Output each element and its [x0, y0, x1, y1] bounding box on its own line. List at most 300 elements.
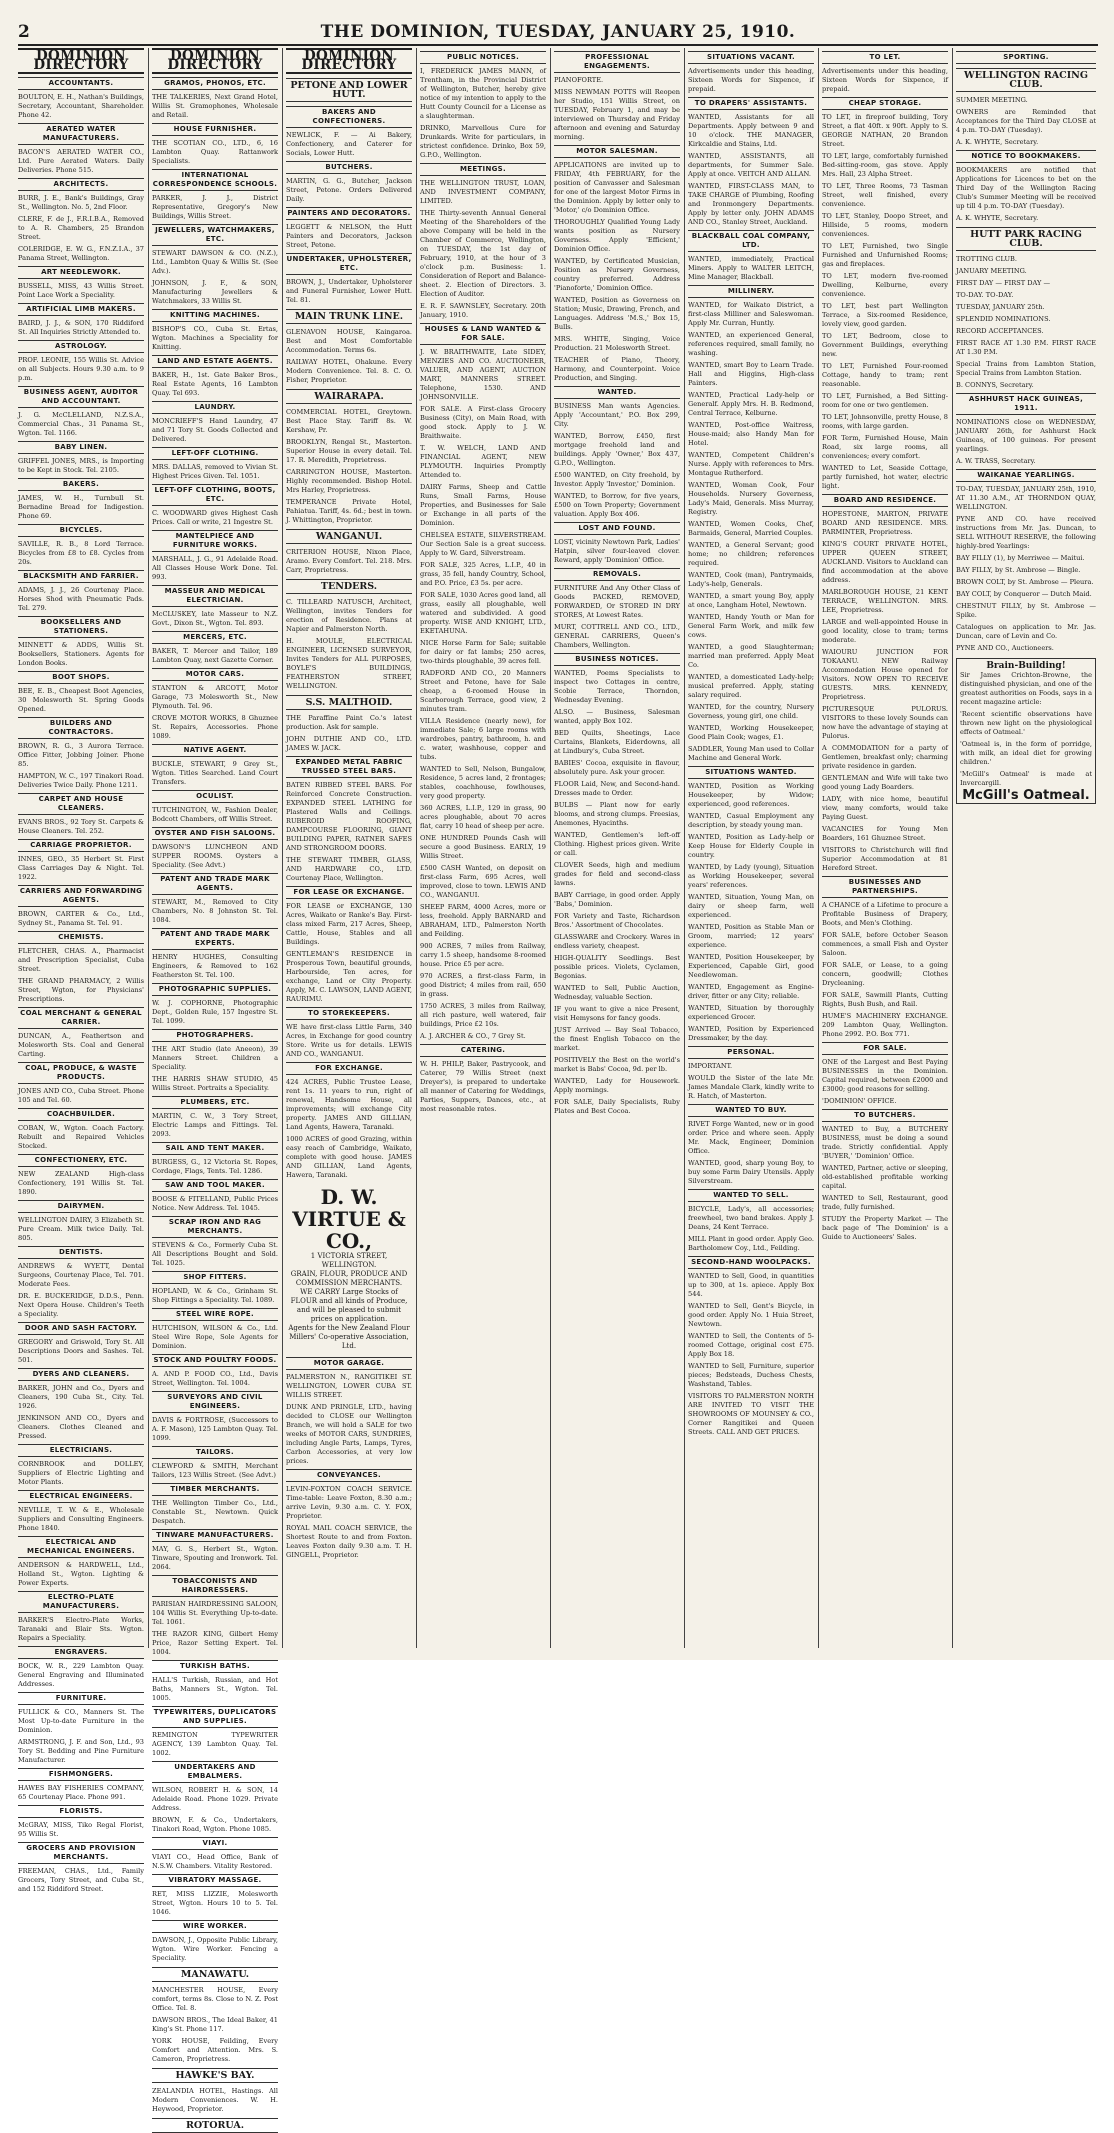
section-heading: ARTIFICIAL LIMB MAKERS. — [18, 303, 144, 316]
classified-entry: WANTED to Sell, Restaurant, good trade, fully furnished. — [822, 1194, 948, 1211]
classified-section — [18, 478, 144, 521]
classified-section — [18, 1322, 144, 1365]
classified-section — [18, 793, 144, 836]
classified-entry: WANTED to Buy, a BUTCHERY BUSINESS, must be doing a sound trade. Strictly confidential. Apply 'BUYER,' 'Dominion' Office. — [822, 1125, 948, 1160]
classified-section — [18, 178, 144, 263]
classified-entry: GLENAVON HOUSE, Kaingaroa. Best and Most Comfortable Accommodation. Terms 6s. — [286, 328, 412, 354]
classified-entry: B. CONNYS, Secretary. — [956, 381, 1034, 389]
classified-entry: SUMMER MEETING. — [956, 96, 1028, 104]
classified-section — [286, 161, 412, 204]
classified-entry: MURT, COTTRELL AND CO., LTD., GENERAL CARRIERS, Queen's Chambers, Wellington. — [554, 623, 680, 649]
classified-section — [152, 2068, 278, 2114]
classified-entry: PYNE AND CO., Auctioneers. — [956, 644, 1054, 652]
classified-entry: WANTED, by Certificated Musician, Position as Nursery Governess, country preferred. Address 'Pianoforte,' Dominion Office. — [554, 257, 680, 292]
section-heading: TURKISH BATHS. — [152, 1660, 278, 1673]
classified-entry: YORK HOUSE, Feilding, Every Comfort and Attention. Mrs. S. Cameron, Proprietress. — [152, 2037, 278, 2063]
classified-entry: STUDY the Property Market — The back page of 'The Dominion' is a Guide to Auctioneers' Sales. — [822, 1215, 948, 1241]
column-8 — [956, 48, 1096, 1648]
section-heading: ACCOUNTANTS. — [18, 77, 144, 90]
classified-entry: BISHOP'S CO., Cuba St. Ertas, Wgton. Machines a Speciality for Knitting. — [152, 325, 278, 351]
classified-entry: ROYAL MAIL COACH SERVICE, the Shortest Route to and from Foxton. Leaves Foxton daily 9.30 a.m. T. H. GINGELL, Proprietor. — [286, 1524, 412, 1559]
classified-entry: SHEEP FARM, 4000 Acres, more or less, freehold. Apply BARNARD and ABRAHAM, LTD., Palmerston North and Feilding. — [420, 903, 546, 938]
classified-section — [18, 717, 144, 790]
section-heading: BICYCLES. — [18, 524, 144, 537]
section-heading: INTERNATIONAL CORRESPONDENCE SCHOOLS. — [152, 169, 278, 191]
section-heading: TO DRAPERS' ASSISTANTS. — [688, 97, 814, 110]
classified-entry: MARLBOROUGH HOUSE, 21 KENT TERRACE, WELLINGTON. MRS. LEE, Proprietress. — [822, 588, 948, 614]
ad-text: Sir James Crichton-Browne, the distinguished physician, and one of the greatest authorities on Foods, says in a recent magazine article: — [960, 671, 1092, 706]
classified-entry: WANTED, an experienced General, references required, small family, no washing. — [688, 331, 814, 357]
classified-entry: BAIRD, J. J., & SON, 170 Riddiford St. All Inquiries Strictly Attended to. — [18, 319, 144, 336]
classified-entry: TO LET, Johnsonville, pretty House, 8 rooms, with large garden. — [822, 413, 948, 430]
section-heading: HUTT PARK RACING CLUB. — [956, 227, 1096, 251]
classified-section — [18, 524, 144, 567]
classified-entry: McGRAY, MISS, Tiko Regal Florist, 95 Willis St. — [18, 1821, 144, 1838]
classified-section — [554, 145, 680, 383]
classified-section — [18, 1062, 144, 1105]
column-5 — [554, 48, 680, 1648]
classified-section — [152, 983, 278, 1026]
classified-entry: BUSSELL, MISS, 43 Willis Street. Point Lace Work a Speciality. — [18, 282, 144, 299]
classified-section — [18, 1154, 144, 1197]
classified-entry: CLERE, F. de J., F.R.I.B.A., Removed to A. R. Chambers, 25 Brandon Street. — [18, 215, 144, 241]
column-rule — [952, 48, 953, 1648]
section-heading: AERATED WATER MANUFACTURERS. — [18, 123, 144, 145]
classified-entry: THE GRAND PHARMACY, 2 Willis Street, Wgton, for Physicians' Prescriptions. — [18, 977, 144, 1003]
classified-section — [152, 401, 278, 444]
classified-entry: FOR SALE, 325 Acres, L.I.P., 40 in grass, 35 fell, handy Country, School, and P.O. Price, £3 5s. per acre. — [420, 561, 546, 587]
section-heading: BAKERS. — [18, 478, 144, 491]
classified-section — [18, 671, 144, 714]
classified-section — [18, 1805, 144, 1839]
classified-entry: TO-DAY, TUESDAY, JANUARY 25th, 1910, AT 11.30 A.M., AT THORNDON QUAY, WELLINGTON. — [956, 485, 1096, 511]
section-heading: PETONE AND LOWER HUTT. — [286, 78, 412, 102]
classified-entry: LADY, with nice home, beautiful view, many comforts, would take Paying Guest. — [822, 795, 948, 821]
classified-section — [152, 1446, 278, 1480]
section-heading: EXPANDED METAL FABRIC TRUSSED STEEL BARS. — [286, 756, 412, 778]
classified-section — [152, 355, 278, 398]
classified-section — [286, 253, 412, 305]
classified-section — [18, 77, 144, 120]
classified-section — [688, 285, 814, 763]
classified-entry: MANCHESTER HOUSE, Every comfort, terms 8s. Close to N. Z. Post Office. Tel. 8. — [152, 1986, 278, 2012]
classified-entry: WANTED to Sell, Public Auction, Wednesday, valuable Section. — [554, 984, 680, 1001]
classified-entry: CLEWFORD & SMITH, Merchant Tailors, 123 Willis Street. (See Advt.) — [152, 1462, 278, 1479]
classified-section — [554, 568, 680, 650]
classified-entry: TUTCHINGTON, W., Fashion Dealer, Bodcott Chambers, off Willis Street. — [152, 806, 278, 823]
classified-entry: TROTTING CLUB. — [956, 255, 1017, 263]
section-heading: WANTED. — [554, 386, 680, 399]
classified-entry: DAVIS & FORTROSE, (Successors to A. F. Mason), 125 Lambton Quay. Tel. 1099. — [152, 1416, 278, 1442]
classified-entry: JENKINSON AND CO., Dyers and Cleaners. Clothes Cleaned and Pressed. — [18, 1414, 144, 1440]
classified-entry: FOR LEASE or EXCHANGE, 130 Acres, Waikato or Ranke's Bay. First-class mixed Farm, 217 Acres, Sheep, Cattle, House, Stables and all Buildings. — [286, 902, 412, 946]
section-heading: BLACKSMITH AND FARRIER. — [18, 570, 144, 583]
classified-entry: 'DOMINION' OFFICE. — [822, 1097, 897, 1105]
section-heading: GROCERS AND PROVISION MERCHANTS. — [18, 1842, 144, 1864]
column-4 — [420, 48, 546, 1648]
classified-entry: £500 CASH Wanted, on deposit on first-class Farm, 695 Acres, well improved, close to town. LEWIS AND CO., WANGANUI. — [420, 864, 546, 899]
section-heading: TOBACCONISTS AND HAIRDRESSERS. — [152, 1575, 278, 1597]
section-heading: FOR SALE. — [822, 1042, 948, 1055]
classified-section — [18, 1591, 144, 1643]
classified-entry: C. TILLEARD NATUSCH, Architect, Wellington, invites Tenders for erection of Residence. Plans at Napier and Palmerston North. — [286, 598, 412, 633]
classified-entry: WANTED, Situation by thoroughly experienced Grocer. — [688, 1004, 814, 1021]
classified-entry: TO LET, best part Wellington Terrace, a Six-roomed Residence, lovely view, good garden. — [822, 302, 948, 328]
classified-section — [956, 469, 1096, 653]
classified-entry: THE Paraffine Paint Co.'s latest production. Ask for sample. — [286, 714, 412, 731]
page-number: 2 — [18, 22, 31, 42]
classified-entry: WANTED to Sell, the Contents of 5-roomed Cottage, original cost £75. Apply Box 18. — [688, 1332, 814, 1358]
classified-entry: HOPLAND, W. & Co., Grinham St. Shop Fittings a Speciality. Tel. 1089. — [152, 1287, 278, 1304]
section-heading: TO LET. — [822, 51, 948, 64]
classified-entry: COLERIDGE, E. W. G., F.N.Z.I.A., 37 Panama Street, Wellington. — [18, 245, 144, 262]
section-heading: BOOKSELLERS AND STATIONERS. — [18, 616, 144, 638]
classified-entry: DAWSON BROS., The Ideal Baker, 41 King's St. Phone 117. — [152, 2016, 278, 2033]
classified-entry: MARTIN, G. G., Butcher, Jackson Street, Petone. Orders Delivered Daily. — [286, 177, 412, 203]
classified-section — [688, 97, 814, 227]
classified-entry: NEWLICK, F. — Ai Bakery, Confectionery, and Caterer for Socials, Lower Hutt. — [286, 131, 412, 157]
classified-entry: FOR SALE, or Lease, to a going concern, goodwill; Clothes Drycleaning. — [822, 961, 948, 987]
classified-entry: W. H. PHILP, Baker, Pastrycook, and Caterer, 79 Willis Street (next Dreyer's), is prepared to undertake all manner of Catering for Weddings, Parties, Suppers, Dances, etc., at most reasonable rates. — [420, 1060, 546, 1113]
classified-section — [822, 97, 948, 491]
classified-entry: BOULTON, E. H., Nathan's Buildings, Secretary, Accountant, Shareholder. Phone 42. — [18, 93, 144, 119]
classified-section — [18, 1246, 144, 1319]
classified-section — [554, 653, 680, 1116]
classified-entry: DUNCAN, A., Feathertson and Molesworth Sts. Coal and General Carting. — [18, 1032, 144, 1058]
classified-entry: TEMPERANCE Private Hotel, Pahiatua. Tariff, 4s. 6d.; best in town. J. Whittington, Proprietor. — [286, 498, 412, 524]
classified-section — [152, 77, 278, 120]
classified-entry: WANTED, Gentlemen's left-off Clothing. Highest prices given. Write or call. — [554, 831, 680, 857]
classified-entry: THE STEWART TIMBER, GLASS, AND HARDWARE CO., LTD. Courtenay Place, Wellington. — [286, 856, 412, 882]
classified-section — [18, 570, 144, 613]
section-heading: PATENT AND TRADE MARK AGENTS. — [152, 873, 278, 895]
classified-section — [152, 1967, 278, 2064]
classified-section — [152, 1308, 278, 1351]
section-heading: CONVEYANCES. — [286, 1469, 412, 1482]
classified-entry: IMPORTANT. — [688, 1062, 733, 1070]
classified-entry: THE TALKERIES, Next Grand Hotel, Willis St. Gramophones, Wholesale and Retail. — [152, 93, 278, 119]
classified-entry: GENTLEMAN and Wife will take two good young Lady Boarders. — [822, 774, 948, 791]
classified-entry: ZEALANDIA HOTEL, Hastings. All Modern Conveniences. W. H. Heywood, Proprietor. — [152, 2087, 278, 2113]
classified-entry: LEVIN-FOXTON COACH SERVICE. Time-table: Leave Foxton, 8.30 a.m.; arrive Levin, 9.30 a.m. C. Y. FOX, Proprietor. — [286, 1485, 412, 1520]
classified-entry: A. AND P. FOOD CO., Ltd., Davis Street, Wellington. Tel. 1004. — [152, 1370, 278, 1387]
classified-entry: BOOSE & FITELLAND, Public Prices Notice. New Address. Tel. 1045. — [152, 1195, 278, 1212]
section-heading: CARRIERS AND FORWARDING AGENTS. — [18, 885, 144, 907]
classified-section — [956, 150, 1096, 223]
classified-entry: ALSO. — Business, Salesman wanted, apply Box 102. — [554, 708, 680, 725]
classified-section — [18, 1200, 144, 1243]
classified-section — [420, 323, 546, 1041]
advertiser-name: D. W. VIRTUE & CO., — [292, 1185, 406, 1253]
classified-section — [18, 1536, 144, 1588]
classified-section — [18, 123, 144, 175]
classified-entry: WANTED, Handy Youth or Man for General Farm Work, and milk few cows. — [688, 613, 814, 639]
classified-entry: CARRINGTON HOUSE, Masterton. Highly recommended. Bishop Hotel. Mrs Harley, Proprietress. — [286, 468, 412, 494]
section-heading: BUILDERS AND CONTRACTORS. — [18, 717, 144, 739]
section-heading: CARRIAGE PROPRIETOR. — [18, 839, 144, 852]
section-heading: BUSINESS AGENT, AUDITOR AND ACCOUNTANT. — [18, 386, 144, 408]
classified-entry: BARKER'S Electro-Plate Works, Taranaki and Blair Sts. Wgton. Repairs a Speciality. — [18, 1616, 144, 1642]
section-heading: ELECTRICAL ENGINEERS. — [18, 1490, 144, 1503]
classified-entry: WANTED, ASSISTANTS, all departments, for Summer Sale. Apply at once. VEITCH AND ALLAN. — [688, 152, 814, 178]
classified-entry: T. W. WELCH, LAND AND FINANCIAL AGENT, NEW PLYMOUTH. Inquiries Promptly Attended to. — [420, 444, 546, 479]
classified-entry: THE ART Studio (late Aneeon), 39 Manners Street. Children a Speciality. — [152, 1045, 278, 1071]
classified-entry: STEVENS & Co., Formerly Cuba St. All Descriptions Bought and Sold. Tel. 1025. — [152, 1241, 278, 1267]
classified-entry: WANTED, Position as Stable Man or Groom, married; 12 years' experience. — [688, 923, 814, 949]
classified-entry: 1000 ACRES of good Grazing, within easy reach of Cambridge, Waikato, complete with good house. JAMES AND GILLIAN, Land Agents, Hawera, Taranaki. — [286, 1135, 412, 1179]
column-2 — [152, 48, 278, 2131]
section-heading: OCULIST. — [152, 790, 278, 803]
classified-entry: WANTED, a domesticated Lady-help; musical preferred. Apply, stating salary required. — [688, 673, 814, 699]
classified-entry: WANTED, Engagement as Engine-driver, fitter or any City; reliable. — [688, 983, 814, 1000]
classified-entry: WANTED, Poems Specialists to inspect two Cottages in centre, Scobie Terrace, Thorndon, Wednesday Evening. — [554, 669, 680, 704]
classified-entry: HALL'S Turkish, Russian, and Hot Baths, Manners St., Wgton. Tel. 1005. — [152, 1676, 278, 1702]
section-heading: ELECTRICIANS. — [18, 1444, 144, 1457]
classified-entry: BARKER, JOHN and Co., Dyers and Cleaners, 190 Cuba St., City. Tel. 1926. — [18, 1384, 144, 1410]
classified-section — [18, 441, 144, 475]
section-heading: SITUATIONS VACANT. — [688, 51, 814, 64]
classified-entry: WANTED, Working Housekeeper, Good Plain Cook; wages, £1. — [688, 724, 814, 741]
classified-section — [152, 123, 278, 166]
classified-entry: WANTED, Casual Employment any description, by steady young man. — [688, 812, 814, 829]
section-heading: TAILORS. — [152, 1446, 278, 1459]
classified-section — [152, 1391, 278, 1443]
section-heading: WANTED TO SELL. — [688, 1189, 814, 1202]
classified-entry: BULBS — Plant now for early blooms, and strong clumps. Freesias, Anemones, Hyacinths. — [554, 801, 680, 827]
section-heading: BABY LINEN. — [18, 441, 144, 454]
section-heading: TO STOREKEEPERS. — [286, 1007, 412, 1020]
classified-entry: GREGORY and Griswold, Tory St. All Descriptions Doors and Sashes. Tel. 501. — [18, 1338, 144, 1364]
section-heading: ASTROLOGY. — [18, 340, 144, 353]
column-7 — [822, 48, 948, 1648]
classified-entry: PROF. LEONIE, 155 Willis St. Advice on all Subjects. Hours 9.30 a.m. to 9 p.m. — [18, 356, 144, 382]
classified-entry: PICTURESQUE PULORUS. VISITORS to these lovely Sounds can now have the advantage of staying at Pulorus. — [822, 705, 948, 740]
classified-section — [152, 1216, 278, 1268]
classified-entry: APPLICATIONS are invited up to FRIDAY, 4th FEBRUARY, for the position of Canvasser and Salesman for one of the largest Motor Firms in the Dominion. Apply by letter only to 'Motor,' c/o Dominion Office. — [554, 161, 680, 214]
section-heading: WAIRARAPA. — [286, 389, 412, 404]
classified-section — [956, 68, 1096, 147]
classified-entry: WANTED, Position as Working Housekeeper, by Widow; experienced, good references. — [688, 782, 814, 808]
section-heading: STEEL WIRE ROPE. — [152, 1308, 278, 1321]
section-heading: WELLINGTON RACING CLUB. — [956, 68, 1096, 92]
classified-section — [152, 1179, 278, 1213]
classified-section — [152, 1837, 278, 1871]
classified-section — [822, 876, 948, 1039]
classified-entry: ANDREWS & WYETT, Dental Surgeons, Courtenay Place, Tel. 701. Moderate Fees. — [18, 1262, 144, 1288]
classified-section — [286, 1007, 412, 1059]
classified-section — [152, 790, 278, 824]
classified-section — [152, 631, 278, 665]
classified-entry: Catalogues on application to Mr. Jas. Duncan, care of Levin and Co. — [956, 623, 1096, 640]
classified-section — [152, 224, 278, 306]
section-heading: ASHHURST HACK GUINEAS, 1911. — [956, 393, 1096, 415]
section-heading: COACHBUILDER. — [18, 1108, 144, 1121]
classified-entry: THE RAZOR KING, Gilbert Hemy Price, Razor Setting Expert. Tel. 1004. — [152, 1630, 278, 1656]
section-heading: FOR EXCHANGE. — [286, 1062, 412, 1075]
ad-text: Agents for the New Zealand Flour Millers' Co-operative Association, Ltd. — [288, 1324, 410, 1350]
classified-entry: DR. E. BUCKERIDGE, D.D.S., Penn. Next Opera House. Children's Teeth a Speciality. — [18, 1292, 144, 1318]
classified-entry: CHESTNUT FILLY, by St. Ambrose — Spike. — [956, 602, 1096, 619]
classified-entry: TO LET, in fireproof building, Tory Street, a flat 40ft. x 90ft. Apply to S. GEORGE NATHAN, 20 Brandon Street. — [822, 113, 948, 148]
directory-heading: DOMINION DIRECTORY — [286, 48, 412, 74]
section-heading: DOOR AND SASH FACTORY. — [18, 1322, 144, 1335]
section-heading: LEFT-OFF CLOTHING. — [152, 447, 278, 460]
classified-entry: PALMERSTON N., RANGITIKEI ST. WELLINGTON, LOWER CUBA ST. WILLIS STREET. — [286, 1373, 412, 1399]
classified-entry: WANTED, immediately, Practical Miners. Apply to WALTER LEITCH, Mine Manager, Blackball. — [688, 255, 814, 281]
classified-entry: MILL Plant in good order. Apply Geo. Bartholomew Coy., Ltd., Feilding. — [688, 1235, 814, 1252]
classified-section — [152, 530, 278, 582]
classified-entry: TO LET, Furnished, two Single Furnished and Unfurnished Rooms; gas and fireplaces. — [822, 242, 948, 268]
classified-entry: WILSON, ROBERT H. & SON, 14 Adelaide Road. Phone 1029. Private Address. — [152, 1786, 278, 1812]
classified-section — [956, 658, 1096, 804]
classified-entry: BAKER, T. Mercer and Tailor, 189 Lambton Quay, next Gazette Corner. — [152, 647, 278, 664]
section-heading: CHEAP STORAGE. — [822, 97, 948, 110]
classified-entry: BAY FILLY, by St. Ambrose — Bingle. — [956, 566, 1081, 574]
classified-entry: ANDERSON & HARDWELL, Ltd., Holland St., Wgton. Lighting & Power Experts. — [18, 1561, 144, 1587]
section-heading: CATERING. — [420, 1044, 546, 1057]
classified-section — [18, 1444, 144, 1487]
classified-entry: VISITORS TO PALMERSTON NORTH ARE INVITED TO VISIT THE SHOWROOMS OF MOUNSEY & CO., Corner Rangitikei and Queen Streets. CALL AND GET PRICES. — [688, 1392, 814, 1436]
ad-headline: Brain-Building! — [986, 661, 1066, 671]
classified-section — [688, 1256, 814, 1437]
classified-entry: BROWN COLT, by St. Ambrose — Pleura. — [956, 578, 1094, 586]
classified-entry: MONCRIEFF'S Hand Laundry, 47 and 71 Tory St. Goods Collected and Delivered. — [152, 417, 278, 443]
column-rule — [148, 48, 149, 1648]
section-heading: UNDERTAKERS AND EMBALMERS. — [152, 1761, 278, 1783]
classified-entry: MARSHALL, J. G., 91 Adelaide Road. All Classes House Work Done. Tel. 993. — [152, 555, 278, 581]
classified-entry: BAKER, H., 1st. Gate Baker Bros., Real Estate Agents, 16 Lambton Quay. Tel 693. — [152, 371, 278, 397]
classified-entry: 1750 ACRES, 3 miles from Railway, all rich pasture, well watered, fair buildings, Price £2 10s. — [420, 1002, 546, 1028]
classified-entry: FOR Term, Furnished House, Main Road, six large rooms, all conveniences; every comfort. — [822, 434, 948, 460]
classified-entry: GENTLEMAN'S RESIDENCE in Prosperous Town, beautiful grounds, Harbourside, Ten acres, for exchange, Land or City Property. Apply, M. C. LAWSON, LAND AGENT, RAURIMU. — [286, 950, 412, 1003]
column-3 — [286, 48, 412, 1648]
classified-entry: THE HARRIS SHAW STUDIO, 45 Willis Street. Portraits a Speciality. — [152, 1075, 278, 1092]
classified-entry: ADAMS, J. J., 26 Courtenay Place. Horses Shod with Pneumatic Pads. Tel. 279. — [18, 586, 144, 612]
classified-entry: NICE Horse Farm for Sale; suitable for dairy or fat lambs; 250 acres, two-thirds ploughable, 39 acres fell. — [420, 639, 546, 665]
section-heading: LEFT-OFF CLOTHING, BOOTS, ETC. — [152, 484, 278, 506]
classified-entry: FLOOR Laid, New, and Second-hand. Dresses made to Order. — [554, 780, 680, 797]
classified-entry: WANTED, Lady for Housework. Apply mornings. — [554, 1077, 680, 1094]
classified-entry: W. J. COPHORNE, Photographic Dept., Golden Rule, 157 Ingestre St. Tel. 1099. — [152, 999, 278, 1025]
section-heading: HOUSES & LAND WANTED & FOR SALE. — [420, 323, 546, 345]
classified-section — [822, 51, 948, 94]
classified-entry: HENRY HUGHES, Consulting Engineers, & Removed to 162 Featherston St. Tel. 100. — [152, 953, 278, 979]
classified-entry: HIGH-QUALITY Seedlings. Best possible prices. Violets, Cyclamen, Begonias. — [554, 954, 680, 980]
section-heading: TENDERS. — [286, 579, 412, 594]
section-heading: LOST AND FOUND. — [554, 522, 680, 535]
section-heading: SECOND-HAND WOOLPACKS. — [688, 1256, 814, 1269]
section-heading: STOCK AND POULTRY FOODS. — [152, 1354, 278, 1367]
classified-section — [152, 484, 278, 527]
classified-section — [152, 169, 278, 221]
section-heading: PLUMBERS, ETC. — [152, 1096, 278, 1109]
classified-entry: WANTED, a smart young Boy, apply at once, Langham Hotel, Newtown. — [688, 592, 814, 609]
classified-entry: HAWES BAY FISHERIES COMPANY, 65 Courtenay Place. Phone 991. — [18, 1784, 144, 1801]
classified-section — [18, 839, 144, 882]
section-heading: HOUSE FURNISHER. — [152, 123, 278, 136]
classified-entry: ONE HUNDRED Pounds Cash will secure a good Business. EARLY, 19 Willis Street. — [420, 834, 546, 860]
classified-section — [152, 1354, 278, 1388]
classified-entry: CROVE MOTOR WORKS, 8 Ghuznee St. Repairs, Accessories. Phone 1089. — [152, 714, 278, 740]
section-heading: ART NEEDLEWORK. — [18, 266, 144, 279]
classified-entry: FIRST DAY — FIRST DAY — — [956, 279, 1051, 287]
classified-entry: J. G. McCLELLAND, N.Z.S.A., Commercial Chas., 31 Panama St., Wgton. Tel. 1166. — [18, 411, 144, 437]
classified-entry: WAIOURU JUNCTION FOR TOKAANU. NEW Railway Accommodation House opened for Visitors. NOW OPEN TO RECEIVE GUESTS. MRS. KENNEDY, Proprietress. — [822, 648, 948, 701]
section-heading: ELECTRO-PLATE MANUFACTURERS. — [18, 1591, 144, 1613]
classified-entry: WOULD the Sister of the late Mr. James Mandale Clark, kindly write to R. Hatch, of Masterton. — [688, 1074, 814, 1100]
section-heading: ARCHITECTS. — [18, 178, 144, 191]
section-heading: DAIRYMEN. — [18, 1200, 144, 1213]
classified-entry: MARTIN, C. W., 3 Tory Street, Electric Lamps and Fittings. Tel. 2093. — [152, 1112, 278, 1138]
classified-section — [152, 1874, 278, 1917]
classified-entry: WANTED, by Lady (young), Situation as Working Housekeeper, several years' references. — [688, 863, 814, 889]
classified-entry: HOPESTONE, MARTON, PRIVATE BOARD AND RESIDENCE. MRS. PARMINTER, Proprietress. — [822, 510, 948, 536]
classified-entry: WANTED, Situation, Young Man, on dairy or sheep farm, well experienced. — [688, 893, 814, 919]
classified-entry: 900 ACRES, 7 miles from Railway, carry 1.5 sheep, handsome 8-roomed house. Price £5 per acre. — [420, 942, 546, 968]
classified-section — [18, 266, 144, 300]
classified-entry: A. K. WHYTE, Secretary. — [956, 138, 1039, 146]
classified-entry: VIAYI CO., Head Office, Bank of N.S.W. Chambers. Vitality Restored. — [152, 1853, 278, 1870]
section-heading: FLORISTS. — [18, 1805, 144, 1818]
classified-section — [956, 227, 1096, 390]
section-heading: PERSONAL. — [688, 1046, 814, 1059]
classified-entry: BAY FILLY (1), by Merriwee — Maitui. — [956, 554, 1085, 562]
section-heading: FURNITURE. — [18, 1692, 144, 1705]
section-heading: PUBLIC NOTICES. — [420, 51, 546, 64]
section-heading: PHOTOGRAPHERS. — [152, 1029, 278, 1042]
classified-section — [286, 695, 412, 753]
advertisement — [286, 1186, 412, 1351]
classified-entry: MRS. WHITE, Singing, Voice Production. 21 Molesworth Street. — [554, 335, 680, 352]
classified-entry: FLETCHER, CHAS. A., Pharmacist and Prescription Specialist, Cuba Street. — [18, 947, 144, 973]
section-heading: BUSINESSES AND PARTNERSHIPS. — [822, 876, 948, 898]
classified-entry: WANTED, Woman Cook, Four Households. Nursery Governess, Lady's Maid, Generals. Miss Murray, Registry. — [688, 481, 814, 516]
classified-entry: H. MOULE, ELECTRICAL ENGINEER, LICENSED SURVEYOR, Invites Tenders for ALL PURPOSES, BOYLE'S BUILDINGS, FEATHERSTON STREET, WELLINGTON. — [286, 637, 412, 690]
section-heading: COAL MERCHANT & GENERAL CARRIER. — [18, 1007, 144, 1029]
classified-entry: INNES, GEO., 35 Herbert St. First Class Carriages Day & Night. Tel. 1922. — [18, 855, 144, 881]
classified-entry: WANTED, Women Cooks, Chef, Barmaids, General, Married Couples. — [688, 520, 814, 537]
classified-entry: COBAN, W., Wgton. Coach Factory. Rebuilt and Repaired Vehicles Stocked. — [18, 1124, 144, 1150]
classified-entry: JOHN DUTHIE AND CO., LTD. JAMES W. JACK. — [286, 735, 412, 752]
section-heading: REMOVALS. — [554, 568, 680, 581]
classified-entry: JANUARY MEETING. — [956, 267, 1027, 275]
classified-entry: VACANCIES for Young Men Boarders, 161 Ghuznee Street. — [822, 825, 948, 842]
classified-section — [688, 51, 814, 94]
classified-entry: PYNE AND CO. have received instructions from Mr. Jas. Duncan, to SELL WITHOUT RESERVE, the following highly-bred Yearlings: — [956, 515, 1096, 550]
classified-entry: PIANOFORTE. — [554, 76, 604, 84]
classified-entry: 360 ACRES, L.I.P., 129 in grass, 90 acres ploughable, about 70 acres flat, carry 10 head of sheep per acre. — [420, 804, 546, 830]
classified-entry: WANTED, Position by Experienced Dressmaker, by the day. — [688, 1025, 814, 1042]
section-heading: ROTORUA. — [152, 2118, 278, 2133]
classified-section — [286, 309, 412, 385]
classified-entry: TO LET, Stanley, Doopo Street, and Hillside, 5 rooms, modern conveniences. — [822, 212, 948, 238]
classified-section — [18, 931, 144, 1004]
classified-entry: BED Quilts, Sheetings, Lace Curtains, Blankets, Eiderdowns, all at Lindbury's, Cuba Street. — [554, 729, 680, 755]
classified-entry: TO LET, Three Rooms, 73 Tasman Street, well finished, every convenience. — [822, 182, 948, 208]
classified-section — [956, 51, 1096, 64]
classified-entry: BOOKMAKERS are notified that Applications for Licences to bet on the Third Day of the Wellington Racing Club's Summer Meeting will be received up till 4 p.m. TO-DAY (Tuesday). — [956, 166, 1096, 210]
classified-entry: DAWSON'S LUNCHEON AND SUPPER ROOMS. Oysters a Speciality. (See Advt.) — [152, 843, 278, 869]
section-heading: CONFECTIONERY, ETC. — [18, 1154, 144, 1167]
classified-section — [152, 873, 278, 925]
section-heading: SPORTING. — [956, 51, 1096, 64]
classified-entry: IF you want to give a nice Present, visit Hemysons for fancy goods. — [554, 1005, 680, 1022]
classified-entry: ARMSTRONG, J. F. and Son, Ltd., 93 Tory St. Bedding and Pine Furniture Manufacturer. — [18, 1738, 144, 1764]
classified-entry: I, FREDERICK JAMES MANN, of Trentham, in the Provincial District of Wellington, Butcher, hereby give notice of my intention to apply to the Hutt County Council for a License as a slaughterman. — [420, 67, 546, 120]
classified-section — [18, 1108, 144, 1151]
classified-entry: A CHANCE of a Lifetime to procure a Profitable Business of Drapery, Boots, and Men's Clothing. — [822, 901, 948, 927]
classified-entry: TO LET, large, comfortably furnished Bed-sitting-room, gas stove. Apply Mrs. Hall, 23 Alpha Street. — [822, 152, 948, 178]
